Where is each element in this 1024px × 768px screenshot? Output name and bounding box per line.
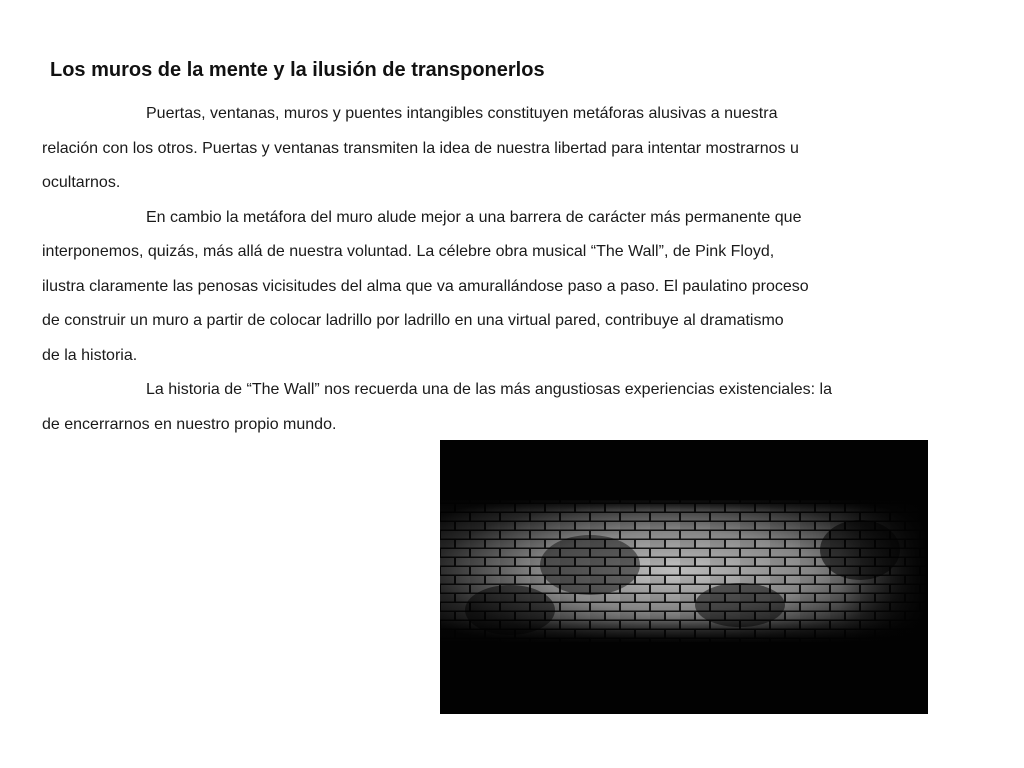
paragraph-2-line-3: ilustra claramente las penosas vicisitudes del alma que va amurallándose paso a paso. El paulatino proceso [42,277,809,295]
paragraph-2-line-4: de construir un muro a partir de colocar ladrillo por ladrillo en una virtual pared, contribuye al dramatismo [42,312,784,329]
paragraph-2-line-1: En cambio la metáfora del muro alude mejor a una barrera de carácter más permanente que [146,208,802,226]
paragraph-1-line-1: Puertas, ventanas, muros y puentes intangibles constituyen metáforas alusivas a nuestra [146,105,778,122]
brick-wall-photo [440,440,928,714]
slide-title: Los muros de la mente y la ilusión de transponerlos [50,59,545,81]
paragraph-3-line-2: de encerrarnos en nuestro propio mundo. [42,415,337,433]
paragraph-1-line-2: relación con los otros. Puertas y ventanas transmiten la idea de nuestra libertad para intentar mostrarnos u [42,139,799,157]
paragraph-2-line-5: de la historia. [42,346,138,364]
paragraph-3-line-1: La historia de “The Wall” nos recuerda una de las más angustiosas experiencias existenciales: la [146,381,832,398]
paragraph-2-line-2: interponemos, quizás, más allá de nuestra voluntad. La célebre obra musical “The Wall”, de Pink Floyd, [42,243,775,260]
paragraph-1-line-3: ocultarnos. [42,174,121,191]
body-text [42,97,922,442]
brick-wall-image [440,440,928,714]
